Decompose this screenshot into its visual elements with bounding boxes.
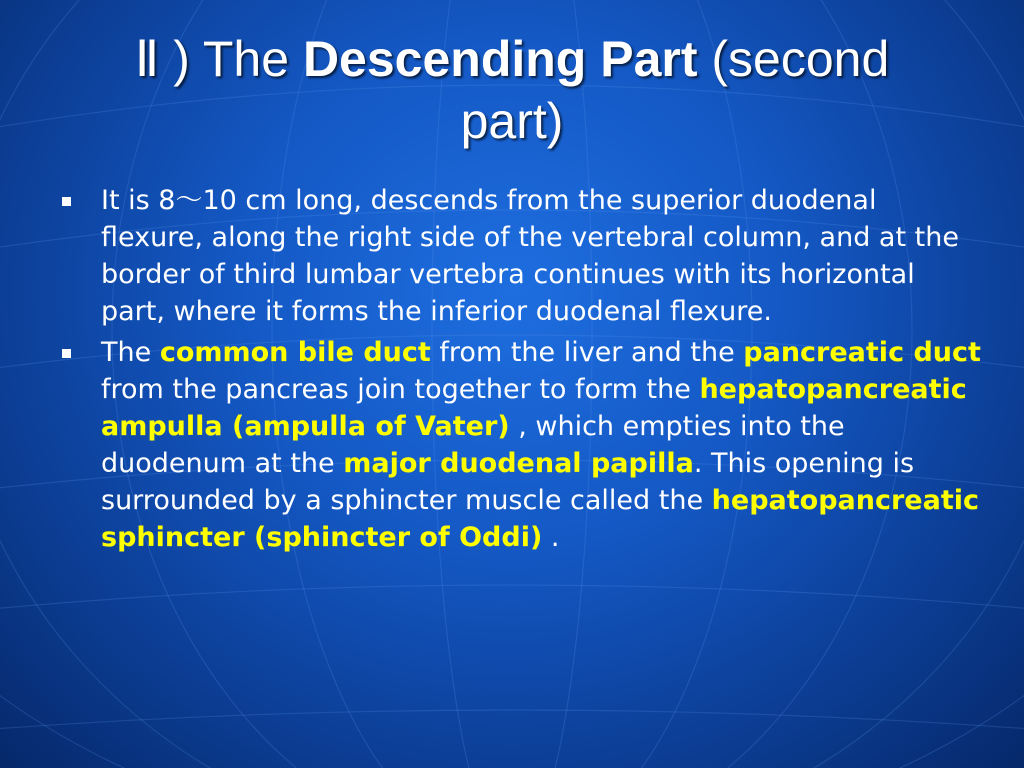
title-paren: ) [173,31,190,87]
square-bullet-icon [62,349,71,358]
bullet-segment: from the liver and the [430,337,744,368]
slide-title [40,28,984,152]
bullet-item-length [62,182,982,330]
bullet-segment: from the pancreas join together to form the [101,374,700,405]
bullet-segment: , which empties into the duodenum at the [101,411,845,479]
bullet-segment: . This opening is surrounded by a sphincter muscle called the [101,448,915,516]
bullet-text: It is 8～10 cm long, descends from the superior duodenal flexure, along the right side of the vertebral column, and at the border of third lumbar vertebra continues with its horizontal part, where it forms the inferior duodenal flexure. [101,185,959,327]
title-the: The [202,31,290,87]
bullet-segment: . [542,522,560,553]
bullet-item-ducts [62,334,982,556]
title-emphasis: Descending Part [302,31,698,87]
term-major-duodenal-papilla: major duodenal papilla [343,448,694,479]
title-rest-line1: (second [711,31,890,87]
title-numeral: Ⅱ [134,31,160,87]
square-bullet-icon [62,197,71,206]
term-pancreatic-duct: pancreatic duct [743,337,981,368]
term-common-bile-duct: common bile duct [159,337,431,368]
term-sphincter-of-oddi: hepatopancreatic sphincter (sphincter of Oddi) [101,485,979,553]
bullet-list [62,182,982,560]
title-rest-line2: part) [460,93,564,149]
bullet-segment: The [101,337,160,368]
term-hepatopancreatic-ampulla: hepatopancreatic ampulla (ampulla of Vater) [101,374,967,442]
